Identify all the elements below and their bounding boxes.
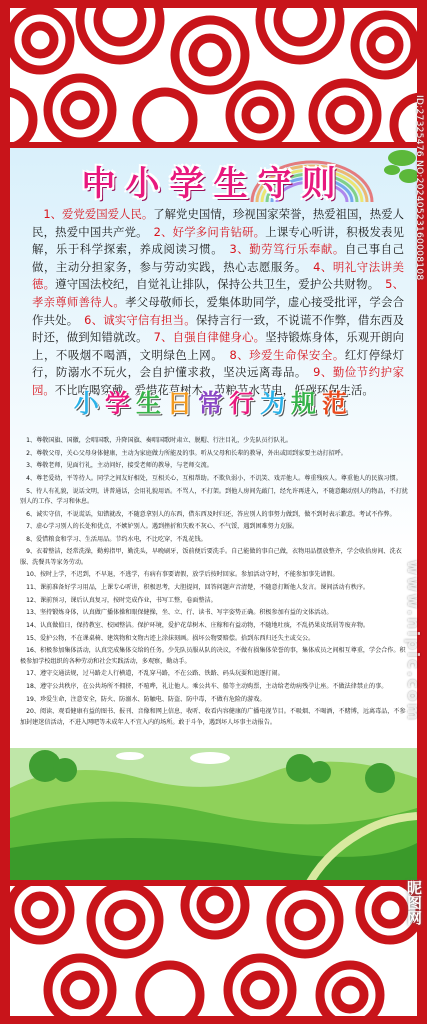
rule-text: 孝父母敬师长，爱集体助同学，虚心接受批评，学会合作共处。 <box>32 294 404 327</box>
norm-item: 18、遵守公共秩序，在公共场所不拥挤，不喧哗，礼让他人。乘公共车、船等主动购票，主动给老幼病残孕让座。不做法律禁止的事。 <box>20 682 388 690</box>
norm-item: 11、课前准备好学习用品，上课专心听讲，积极思考，大胆提问，回答问题声音清楚，不随意打断他人发言。课间活动有秩序。 <box>20 584 370 592</box>
norm-item: 7、虚心学习别人的长处和优点，不嫉妒别人。遇到挫折和失败不灰心、不气馁，遇到困难努力克服。 <box>20 523 299 531</box>
subtitle-char: 行 <box>229 389 261 418</box>
norm-item: 12、课前预习，课后认真复习，按时完成作业，书写工整，卷面整洁。 <box>20 596 217 604</box>
norm-item: 9、衣着整洁，经常洗澡，勤剪指甲，勤洗头，早晚刷牙，饭前便后要洗手。自己能做的事自己做，衣物用品摆放整齐，学会收拾房间、洗衣服、洗餐具等家务劳动。 <box>20 548 402 566</box>
subtitle-char: 日 <box>166 389 198 418</box>
rule-text: 不比吃喝穿戴，爱惜花草树木，节粮节水节电，低碳环保生活。 <box>54 382 374 397</box>
subtitle <box>10 384 417 420</box>
norm-item: 4、尊老爱幼，平等待人。同学之间友好相处，互相关心，互相帮助。不欺负弱小，不讥笑、戏弄他人。尊重残疾人。尊重他人的民族习惯。 <box>20 474 402 482</box>
rule-text: 上课专心听讲，积极发表见解，乐于科学探索，养成阅读习惯。 <box>32 224 404 257</box>
rules-list <box>32 206 404 400</box>
subtitle-char: 常 <box>197 389 229 418</box>
norm-item: 19、珍爱生命，注意安全，防火、防溺水、防触电、防盗、防中毒，不做有危险的游戏。 <box>20 695 266 703</box>
watermark-brand: 昵图网 <box>405 880 423 925</box>
subtitle-char: 小 <box>73 389 105 418</box>
norm-item: 1、尊敬国旗、国徽，会唱国歌，升降国旗、奏唱国歌时肃立、脱帽、行注目礼，少先队员行队礼。 <box>20 437 293 444</box>
rule-text: 自己事自己做，主动分担家务，参与劳动实践，热心志愿服务。 <box>32 242 405 274</box>
norm-item: 6、诚实守信，不说谎话，知错就改，不随意拿别人的东西，借东西及时归还，答应别人的事努力做到，做不到时表示歉意。考试不作弊。 <box>20 510 396 518</box>
norm-item: 13、坚持锻炼身体，认真做广播体操和眼保健操，坐、立、行、读书、写字姿势正确。积极参加有益的文体活动。 <box>20 609 333 617</box>
subtitle-char: 生 <box>135 389 167 418</box>
watermark-site: www.nipic.com <box>404 560 423 722</box>
rule-text: 保持言行一致，不说谎不作弊，借东西及时还，做到知错就改。 <box>32 312 404 345</box>
frame-bottom-pattern <box>0 880 427 1024</box>
norms-list <box>20 436 408 730</box>
page-title: 中小学生守则 <box>81 164 346 204</box>
rule-heading: 3、勤劳笃行乐奉献。 <box>217 242 345 257</box>
rule-text: 坚持锻炼身体，乐观开朗向上，不吸烟不喝酒，文明绿色上网。 <box>32 330 404 362</box>
rule-text: 了解党史国情，珍视国家荣誉，热爱祖国，热爱人民，热爱中国共产党。 <box>32 207 404 239</box>
subtitle-char: 为 <box>260 389 292 418</box>
norm-item: 3、尊敬老师，见面行礼，主动问好，接受老师的教导，与老师交流。 <box>20 462 213 470</box>
meadow-illustration <box>10 748 417 882</box>
norm-item: 16、积极参加集体活动，认真完成集体交给的任务。少先队员服从队的决议，不做有损集体荣誉的事，集体成员之间相互尊重，学会合作。积极参加学校组织的各种劳动和社会实践活动，多观察，勤动手。 <box>20 647 406 665</box>
norm-item: 10、按时上学，不迟到，不早退，不逃学，有病有事要请假，放学后按时回家。参加活动守时，不能参加事先请假。 <box>20 571 339 579</box>
frame-top-pattern <box>0 0 427 150</box>
content-board <box>10 148 417 882</box>
rule-heading: 2、好学多问肯钻研。 <box>142 224 266 239</box>
subtitle-char: 学 <box>104 389 136 418</box>
norm-item: 5、待人有礼貌，说话文明，讲普通话，会用礼貌用语。不骂人，不打架。到他人房间先敲门，经允许再进入，不随意翻动别人的物品，不打扰别人的工作、学习和休息。 <box>20 487 408 505</box>
norm-item: 2、尊敬父母，关心父母身体健康，主动为家庭做力所能及的事。听从父母和长辈的教导，外出或回到家要主动打招呼。 <box>20 449 347 457</box>
watermark-id: ID:27325476 NO:20240523160008108 <box>414 95 425 281</box>
norm-item: 15、爱护公物，不在课桌椅、建筑物和文物古迹上涂抹刻画。损坏公物要赔偿。拾到东西归还失主或交公。 <box>20 634 315 642</box>
subtitle-char: 范 <box>322 389 354 418</box>
rule-heading: 4、明礼守法讲美德。 <box>32 259 405 292</box>
subtitle-char: 规 <box>291 389 323 418</box>
rule-heading: 5、孝亲尊师善待人。 <box>32 277 404 309</box>
rule-heading: 8、珍爱生命保安全。 <box>217 347 345 362</box>
rule-heading: 6、诚实守信有担当。 <box>72 312 196 327</box>
rule-text: 红灯停绿灯行，防溺水不玩火，会自护懂求救，坚决远离毒品。 <box>32 347 405 380</box>
rule-heading: 7、自强自律健身心。 <box>142 330 266 345</box>
norm-item: 14、认真做值日，保持教室、校园整洁。保护环境，爱护花草树木、庄稼和有益动物，不随地吐痰，不乱扔果皮纸屑等废弃物。 <box>20 622 370 630</box>
norm-item: 17、遵守交通法规，过马路走人行横道，不乱穿马路，不在公路、铁路、码头玩耍和追逐打闹。 <box>20 670 284 678</box>
rule-heading: 1、爱党爱国爱人民。 <box>32 207 154 221</box>
rule-heading: 9、勤俭节约护家园。 <box>32 365 405 397</box>
rule-text: 遵守国法校纪，自觉礼让排队，保持公共卫生，爱护公共财物。 <box>55 277 374 292</box>
norm-item: 8、爱惜粮食和学习、生活用品。节约水电，不比吃穿，不乱花钱。 <box>20 535 207 543</box>
norm-item: 20、阅读、观看健康有益的图书、报刊、音像和网上信息，收听、收看内容健康的广播电视节目。不吸烟、不喝酒，不赌博，远离毒品，不参加封建迷信活动，不进入网吧等未成年人不宜入内的场所。敢于斗争，遇到坏人坏事主动报告。 <box>20 708 406 726</box>
frame-left <box>0 150 10 880</box>
